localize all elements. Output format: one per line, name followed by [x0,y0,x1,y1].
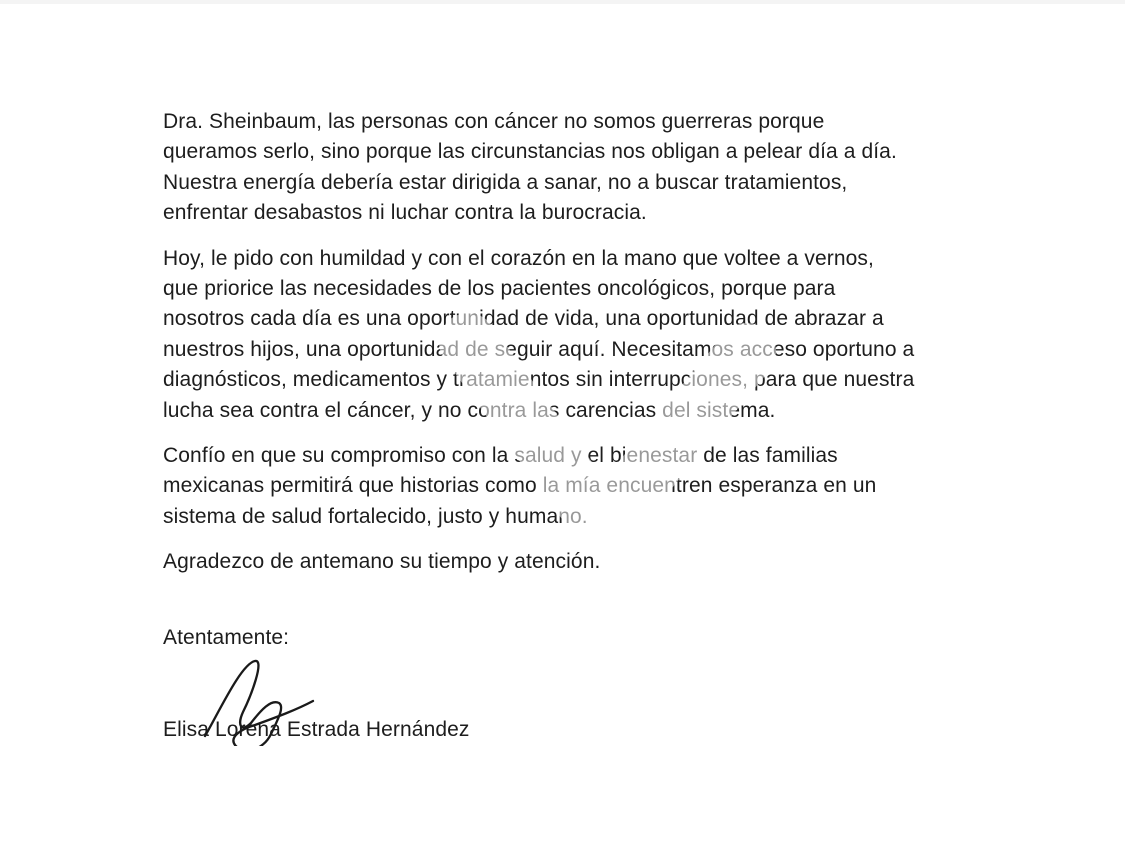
letter-line: nosotros cada día es una oportunidad de vida, una oportunidad de abrazar a [163,307,884,331]
letter-line: Confío en que su compromiso con la salud y el bienestar de las familias [163,444,838,468]
letter-line: mexicanas permitirá que historias como la mía encuentren esperanza en un [163,474,877,498]
paragraph-2 [163,244,993,426]
signatory-name: Elisa Lorena Estrada Hernández [163,718,470,742]
letter-line: lucha sea contra el cáncer, y no contra las carencias del sistema. [163,398,776,422]
letter-line: nuestros hijos, una oportunidad de seguir aquí. Necesitamos acceso oportuno a [163,337,915,361]
letter-line: Agradezco de antemano su tiempo y atención. [163,550,601,574]
closing-salutation: Atentamente: [163,625,290,649]
letter-line: Nuestra energía debería estar dirigida a sanar, no a buscar tratamientos, [163,170,848,194]
letter-body [163,107,993,746]
letter-line: queramos serlo, sino porque las circunstancias nos obligan a pelear día a día. [163,140,897,164]
letter-line: sistema de salud fortalecido, justo y humano. [163,504,588,528]
letter-line: diagnósticos, medicamentos y tratamientos sin interrupciones, para que nuestra [163,368,915,392]
paragraph-1 [163,107,993,229]
letter-line: Dra. Sheinbaum, las personas con cáncer no somos guerreras porque [163,110,825,133]
paragraph-3 [163,441,993,532]
top-edge-band [0,0,1125,4]
letter-line: Hoy, le pido con humildad y con el corazón en la mano que voltee a vernos, [163,246,874,270]
paragraph-4 [163,547,993,577]
letter-line: que priorice las necesidades de los pacientes oncológicos, porque para [163,277,836,301]
letter-line: enfrentar desabastos ni luchar contra la burocracia. [163,201,647,225]
